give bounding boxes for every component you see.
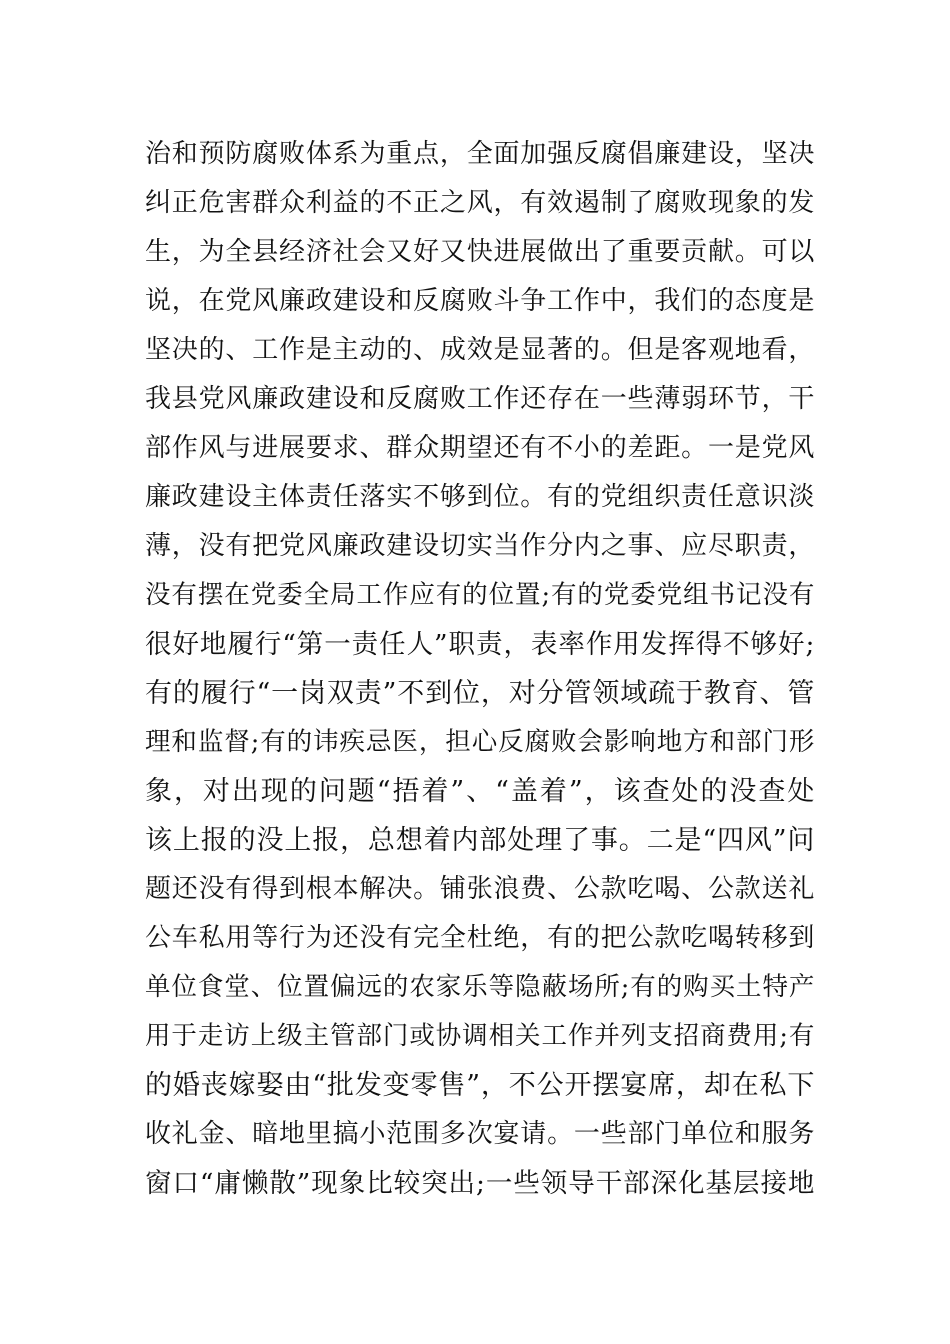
text-line: 薄，没有把党风廉政建设切实当作分内之事、应尽职责， bbox=[145, 531, 815, 561]
text-line: 治和预防腐败体系为重点，全面加强反腐倡廉建设，坚决 bbox=[145, 139, 815, 169]
text-line: 有的履行“一岗双责”不到位，对分管领域疏于教育、管 bbox=[145, 678, 815, 709]
text-line: 坚决的、工作是主动的、成效是显著的。但是客观地看， bbox=[145, 335, 815, 365]
text-line: 说，在党风廉政建设和反腐败斗争工作中，我们的态度是 bbox=[145, 286, 815, 316]
text-line: 我县党风廉政建设和反腐败工作还存在一些薄弱环节，干 bbox=[145, 384, 815, 414]
text-line: 廉政建设主体责任落实不够到位。有的党组织责任意识淡 bbox=[145, 482, 815, 512]
text-line: 部作风与进展要求、群众期望还有不小的差距。一是党风 bbox=[145, 433, 815, 463]
body-text bbox=[145, 130, 815, 1208]
text-line: 很好地履行“第一责任人”职责，表率作用发挥得不够好; bbox=[145, 629, 815, 660]
text-line: 题还没有得到根本解决。铺张浪费、公款吃喝、公款送礼 bbox=[145, 874, 815, 904]
text-line: 没有摆在党委全局工作应有的位置;有的党委党组书记没有 bbox=[145, 580, 815, 610]
text-line: 的婚丧嫁娶由“批发变零售”，不公开摆宴席，却在私下 bbox=[145, 1070, 815, 1101]
text-line: 单位食堂、位置偏远的农家乐等隐蔽场所;有的购买土特产 bbox=[145, 972, 815, 1002]
text-line: 该上报的没上报，总想着内部处理了事。二是“四风”问 bbox=[145, 825, 815, 856]
text-line: 用于走访上级主管部门或协调相关工作并列支招商费用;有 bbox=[145, 1021, 815, 1051]
text-line: 公车私用等行为还没有完全杜绝，有的把公款吃喝转移到 bbox=[145, 923, 815, 953]
text-line: 窗口“庸懒散”现象比较突出;一些领导干部深化基层接地 bbox=[145, 1168, 815, 1199]
text-line: 纠正危害群众利益的不正之风，有效遏制了腐败现象的发 bbox=[145, 188, 815, 218]
text-line: 理和监督;有的讳疾忌医，担心反腐败会影响地方和部门形 bbox=[145, 727, 815, 757]
text-line: 收礼金、暗地里搞小范围多次宴请。一些部门单位和服务 bbox=[145, 1119, 815, 1149]
text-line: 象，对出现的问题“捂着”、“盖着”，该查处的没查处 bbox=[145, 776, 815, 807]
text-line: 生，为全县经济社会又好又快进展做出了重要贡献。可以 bbox=[145, 237, 815, 267]
